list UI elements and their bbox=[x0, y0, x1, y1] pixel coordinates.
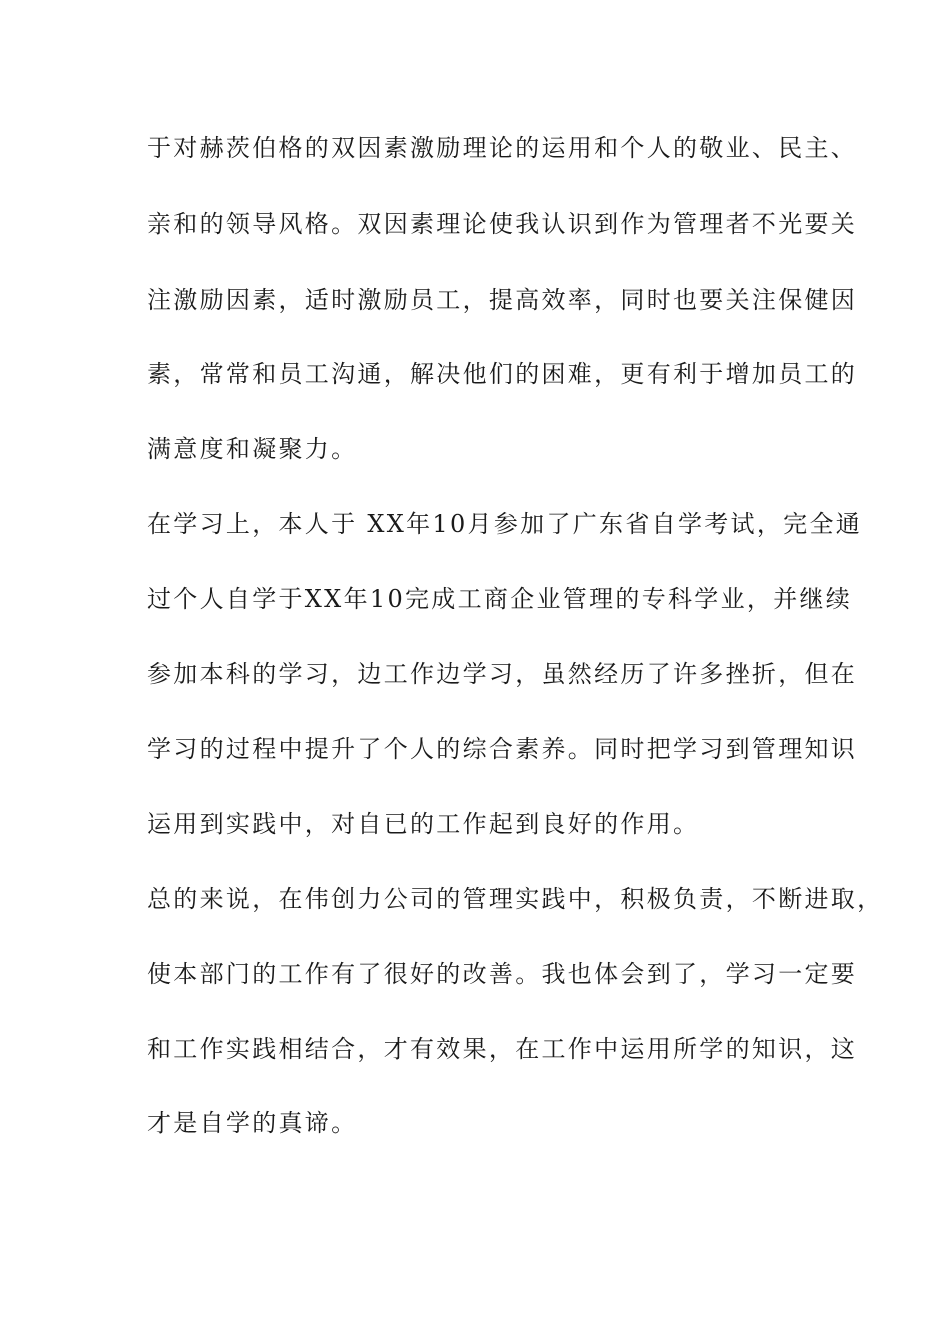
text-line: 和工作实践相结合，才有效果，在工作中运用所学的知识，这 bbox=[147, 1035, 858, 1063]
text-line: 总的来说，在伟创力公司的管理实践中，积极负责，不断进取， bbox=[147, 885, 884, 913]
text-line: 在学习上，本人于 XX年10月参加了广东省自学考试，完全通 bbox=[147, 510, 863, 538]
text-line: 于对赫茨伯格的双因素激励理论的运用和个人的敬业、民主、 bbox=[147, 134, 858, 162]
text-line: 参加本科的学习，边工作边学习，虽然经历了许多挫折，但在 bbox=[147, 660, 858, 688]
text-line: 注激励因素，适时激励员工，提高效率，同时也要关注保健因 bbox=[147, 286, 858, 314]
text-line: 学习的过程中提升了个人的综合素养。同时把学习到管理知识 bbox=[147, 735, 858, 763]
text-line: 亲和的领导风格。双因素理论使我认识到作为管理者不光要关 bbox=[147, 210, 858, 238]
text-line: 满意度和凝聚力。 bbox=[147, 435, 358, 463]
text-line: 才是自学的真谛。 bbox=[147, 1109, 358, 1137]
text-line: 使本部门的工作有了很好的改善。我也体会到了，学习一定要 bbox=[147, 960, 858, 988]
text-line: 素，常常和员工沟通，解决他们的困难，更有利于增加员工的 bbox=[147, 360, 858, 388]
text-line: 过个人自学于XX年10完成工商企业管理的专科学业，并继续 bbox=[147, 585, 853, 613]
text-line: 运用到实践中，对自已的工作起到良好的作用。 bbox=[147, 810, 700, 838]
